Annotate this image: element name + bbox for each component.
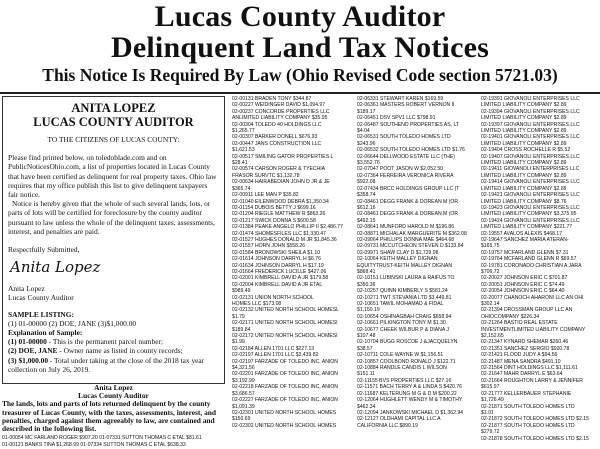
listing-line: 02-06531 SOUTH TOLEDO HOMES LTD — [357, 134, 451, 141]
listing-line: 02-21564 DINT HOLDINGS LLC $1,111.61 — [481, 365, 578, 372]
listing-line: 02-07364 FERREIRA VERONICA RIVERA — [357, 172, 454, 179]
listing-line: 02-01584 BRONOWSKI SHEILA $1.10 — [232, 249, 321, 256]
listing-line: 02-08871 MICHALAK MARGUERITE M $362.08 — [357, 230, 467, 237]
listing-line: $358.74 — [357, 192, 376, 199]
listing-line: CALIFORNIA LLC $890.19 — [357, 422, 418, 429]
listing-line: $150.69 — [232, 416, 251, 423]
listing-line: 02-02301 UNITED NORTH SCHOOL HOMES — [232, 409, 337, 416]
listing-line: ANLIMITED LIABILITY COMPANY $35.95 — [232, 115, 328, 122]
listing-line: 02-06451 DSV SPV1 LLC $798.91 — [357, 115, 436, 122]
listing-line: 02-11571 BACH TERRY A & LINDA S $420.76 — [357, 384, 462, 391]
notice-paragraph-1: Please find printed below, on toledoblade.com and on PublicNoticesOhio.com, a list of properties located in Lucas County that have been certified as delinquent for real property taxes. Ohio law requires that my office publish this list to give delinquent taxpayers fair notice. — [8, 153, 217, 200]
listing-line: 02-01614 JOHNSON DARRYL H $6.76 — [232, 256, 321, 263]
listing-line: 02-02132 UNITED NORTH SCHOOL HOMESL — [232, 307, 339, 314]
listing-line: 02-02201 FARZADE OF TOLEDO INC, ANION — [232, 371, 338, 378]
listing-line: $107.48 — [357, 333, 376, 340]
notice-paragraph-2: Notice is hereby given that the whole of such several lands, lots, or parts of lots will be certified for foreclosure by the county auditor pursuant to law unless the whole of the delinquent taxes, assessments, interest, and penalties are paid. — [8, 199, 215, 236]
listing-line: 02-19391 GIOVANOLI ENTERPRISES LLC — [481, 96, 580, 102]
explanation-2 — [8, 346, 219, 355]
listing-line: $165.75 — [481, 243, 500, 250]
listing-line: 02-10711 COLE WAYNE W $1,156.51 — [357, 352, 444, 359]
auditor-name: ANITA LOPEZ — [71, 101, 156, 115]
listing-line: 02-09731 MCCUTCHEON STEVEN D $133.84 — [357, 243, 464, 250]
law-notice: This Notice Is Required By Law (Ohio Revised Code section 5721.03) — [42, 65, 558, 85]
listing-line: 02-01557 HORN JOHN $558.26 — [232, 243, 306, 250]
listing-line: $189.84 — [232, 326, 251, 333]
listing-line: 02-00307 BARKER DONELL $676.93 — [232, 134, 318, 141]
sample-line: (1) 01-00000 (2) DOE, JANE (3)$1,000.00 — [8, 318, 137, 328]
sample-title: SAMPLE LISTING: — [8, 309, 74, 319]
listing-line: LIMITED LIABILITY COMPANY $2.89 — [481, 115, 567, 122]
listing-line: 02-00574 CARSON ROGER & TYECHIA — [232, 166, 326, 173]
listing-line: 02-10661 PILKINGTON TONY M $1.30 — [357, 320, 446, 327]
listing-line: 02-06361 MASTERS ROBERT VERNON II — [357, 102, 455, 109]
listing-line: 02-07434 BRCC HOLDINGS GROUP LLC (T — [357, 185, 460, 192]
bottom-row-1: 01-00054 MC FARLAND ROGER $907.20 01-07331 SUTTON THOMAS C ETAL $81.61 — [2, 435, 202, 442]
listing-line: 02-20027 JOHNSON ERIC C $701.87 — [481, 275, 568, 282]
listing-line: LIMITED LIABILITY COMPANY $2.89 — [481, 128, 567, 135]
listing-line: $989.49 — [232, 288, 251, 295]
listing-line: 02-10064 KEITH MALLEY DIGNAN — [357, 256, 438, 263]
listing-line: $3,552.76 — [357, 160, 380, 167]
explanation-title: Explanation of Sample: — [8, 328, 83, 338]
page-subtitle: Delinquent Land Tax Notices — [111, 31, 489, 64]
listing-line: 02-02171 UNITED NORTH SCHOOL HOMESI — [232, 320, 338, 327]
auditor-notice-box — [2, 96, 225, 384]
listing-line: 02-21487 MENA SANDRA $491.10 — [481, 358, 561, 365]
listing-line: 02-06487 SOUTHEND PROPERTIES AS, LT — [357, 121, 460, 128]
listing-line: 02-19424 GIOVANOLI ENTERPRISES LLC — [481, 217, 580, 224]
listing-line: $279.72 — [481, 429, 500, 436]
listing-line: $4,321.56 — [232, 365, 255, 372]
listing-line: $1.91 — [481, 409, 494, 416]
listing-column-1 — [232, 96, 350, 449]
listing-line: 02-19414 GIOVANOLI ENTERPRISES LLC — [481, 179, 580, 186]
listing-line: $462.34 — [357, 403, 376, 410]
listing-line: 02-08461 DEGG FRANK & DOREAN M (OR — [357, 198, 459, 205]
listing-line: EQUITYTRUST-KEITH MALLEY DIGNAN — [357, 262, 453, 269]
listing-line: LIMITED LIABILITY COMPANY $3,375.95 — [481, 211, 577, 218]
listing-line: $1,726.49 — [481, 397, 504, 404]
listing-line: $868.41 — [357, 268, 376, 275]
explanation-3 — [8, 356, 219, 374]
listing-line: INVESTMENTLIMITED LIABILITY COMPANY — [481, 326, 586, 333]
listing-line: 02-08461 DEGG FRANK & DOREAN M (OR — [357, 211, 459, 218]
listing-line: 02-19411 GIOVANOLI ENTERPRISES LLC — [481, 166, 580, 173]
listing-line: $350.36 — [357, 281, 376, 288]
listing-line: $151.11 — [357, 371, 376, 378]
listing-line: 02-10271 TWT STEVANIA LTD $3,449.81 — [357, 294, 452, 301]
listing-line: $365.74 — [232, 185, 251, 192]
listing-line: 02-09064 PHILLIPS DONNA MAE $464.68 — [357, 236, 455, 243]
listing-line: 02-01040 EILENWOOD DEBRA $1,350.34 — [232, 198, 329, 205]
listing-line: $3,686.57 — [232, 390, 255, 397]
explanation-1-text: - This is the permanent parcel number; — [46, 337, 164, 347]
listing-line: 02-10654 OSHINAGBAH CRAIG $658.94 — [357, 313, 452, 320]
listing-column-2 — [357, 96, 475, 449]
listing-line: 02-00911 LEE MAN P $35.82 — [232, 192, 299, 199]
listing-line: 02-19404 CROSS ROCHELLE R $5.52 — [481, 147, 571, 154]
listing-line: OHIOCOMPANY $226.34 — [481, 313, 540, 320]
listing-line: $1,091.39 — [232, 403, 255, 410]
listing-line: 02-10857 COOLBOND RONALD J $122.71 — [357, 358, 456, 365]
listing-line: $1,621.53 — [232, 147, 255, 154]
listing-line: $189.17 — [357, 108, 376, 115]
listing-line: 02-19557 AVALOS ALEXIS $468.17 — [481, 230, 563, 237]
listing-line: $706.72 — [481, 268, 500, 275]
listing-line: LIMITED LIABILITY COMPANY $2.89 — [481, 185, 567, 192]
listing-line: 02-19394 GIOVANOLI ENTERPRISES LLC — [481, 108, 580, 115]
listing-line: 02-21871 SOUTH TOLEDO HOMES LTD — [481, 403, 575, 410]
listing-line: 02-20077 CHANOCH AHARONI LLC AN OHI — [481, 294, 584, 301]
salutation: TO THE CITIZENS OF LUCAS COUNTY: — [47, 135, 180, 144]
listing-line: 02-19401 GIOVANOLI ENTERPRISES LLC — [481, 134, 580, 141]
listing-line: $1,265.77 — [232, 128, 255, 135]
listing-line: 02-01634 JOHNSON DARRYL H $17.19 — [232, 262, 324, 269]
listing-line: 02-10884 RANDLE CANDIS L WILSON — [357, 365, 447, 372]
listing-line: 02-01384 PEAKE ANGELO PHILLIP II $2,486.77 — [232, 224, 343, 231]
listing-line: 02-21878 SOUTH TOLEDO HOMES LTD $2.15 — [481, 435, 589, 442]
listing-line: 02-02197 FARZADE OF TOLEDO INC, ANION — [232, 358, 338, 365]
listing-line: 02-12094 JANKOWSKI MICHAEL D $1,362.94 — [357, 409, 463, 416]
listing-line: 02-02197 ALLEN 1701 LLC $3,439.82 — [232, 352, 319, 359]
explanation-1-key: (1) 01-00000 — [8, 337, 47, 347]
listing-line: 02-02218 FARZADE OF TOLEDO INC, ANION — [232, 384, 338, 391]
listing-line: 02-19423 GIOVANOLI ENTERPRISES LLC — [481, 204, 580, 211]
listing-line: 02-21647 MAHR DARRYL E $63.64 — [481, 371, 563, 378]
explanation-1 — [8, 337, 219, 346]
listing-line: $3,192.99 — [232, 377, 255, 384]
bottom-row-2: 01-00121 BANKS TINA $1,268.99 01-07334 SUTTON THOMAS C ETAL $638.33 — [2, 441, 186, 448]
listing-line: 02-02131 UNION NORTH SCHOOL — [232, 294, 314, 301]
listing-line: 02-00634 HAIRABEDIAN JOHN D JR & JE — [232, 179, 330, 186]
listing-line: 02-12127 OLDHAMI CAPITAL LLC A — [357, 416, 441, 423]
listing-line: $1.79 — [232, 313, 245, 320]
explanation-2-text: - Owner name as listed in county records; — [57, 346, 183, 356]
listing-line: 02-00447 JANS CONSTRUCTION LLC — [232, 140, 322, 147]
listing-line: 02-21351 SANCHEZ SERGIO $920.78 — [481, 345, 570, 352]
listing-line: 02-11687 KELTERUNG M G & D M $200.22 — [357, 390, 457, 397]
listing-line: 02-00227 WEIDINGER DAVID $1,094.97 — [232, 102, 326, 109]
listing-line: $28.41 — [232, 160, 248, 167]
listing-line: 02-02184 ALLEN 1701 LLC $227.13 — [232, 345, 315, 352]
listing-line: 02-10151 LUBINSKI LAURA & RAIFUS TO — [357, 275, 455, 282]
listing-line: 02-06644 DELLWOOD ESTATE LLC (THE) — [357, 153, 455, 160]
explanation-3-key: (3) $1,000.00 — [8, 355, 49, 365]
listing-line: 02-21394 DROSSMAN GROUP LLC AN — [481, 307, 573, 314]
listing-line: 02-11155 BVS PROPERTIES LLC $27.16 — [357, 377, 452, 384]
listing-line: 02-09971 SHAW CLAY D $1,729.98 — [357, 249, 439, 256]
listing-line: 02-19757 MCFARLAND GLENN $7.31 — [481, 249, 569, 256]
bottom-notice — [2, 384, 225, 449]
listing-line: $922.08 — [357, 179, 376, 186]
bottom-name: Anita Lopez — [94, 384, 133, 392]
listing-line: 02-19781 CORONADO CHRISTIAN A JARA — [481, 262, 582, 269]
listing-line: 02-21421 FLOOD JUDY A $94.56 — [481, 352, 558, 359]
listing-line: LIMITED LIABILITY COMPANY $2.89 — [481, 140, 567, 147]
listing-line: 02-01664 FREDERICK LUCILLE $427.06 — [232, 268, 327, 275]
explanation-2-key: (2) DOE, JANE — [8, 346, 58, 356]
listing-line: $1,150.19 — [357, 307, 380, 314]
listing-line: $243.96 — [357, 140, 376, 147]
listing-line: $38.57 — [357, 345, 373, 352]
listing-line: 02-21264 BASTIO REAL ESTATE — [481, 320, 558, 327]
listing-line: 02-00517 SMILING GATOR PROPERTIES L — [232, 153, 334, 160]
listing-line: 02-12064 HUGHLETT WENDY M & TIMOTHY — [357, 397, 463, 404]
listing-line: 02-06331 STEWART KAREN $169.59 — [357, 96, 444, 102]
listing-line: 02-00131 BRADEN TONY $344.87 — [232, 96, 312, 102]
signer-name: Anita Lopez — [8, 284, 45, 294]
listing-line: FRASOR SURVTC $1,132.78 — [232, 172, 300, 179]
listing-line: 02-19647 SANCHEZ MARIA ATERAN- — [481, 236, 569, 243]
listing-line: $4.04 — [357, 128, 370, 135]
listing-column-3 — [481, 96, 600, 449]
listing-line: 02-02302 UNITED NORTH SCHOOL HOMES — [232, 422, 337, 429]
listing-line: 02-02004 KIMBRELL DAVID A JR ETAL — [232, 281, 323, 288]
listing-line: 02-06532 SOUTH TOLEDO HOMES LTD $1.76 — [357, 147, 465, 154]
listing-line: LIMITED LIABILITY COMPANY $2.89 — [481, 160, 567, 167]
listing-line: 02-08641 MUNFORD HAROLD M $196.86 — [357, 224, 455, 231]
closing: Respectfully Submitted, — [8, 245, 80, 255]
listing-line: 02-21877 SOUTH TOLEDO HOMES LTD — [481, 422, 575, 429]
signature-image: Anita Lopez — [10, 258, 101, 277]
listing-line: 02-01217 SWICK DONNA S $600.58 — [232, 217, 316, 224]
listing-line: 02-10651 TAWIL MOHAMAD & FIDAL — [357, 301, 444, 307]
listing-line: 02-21664 ROUGHTON LARRY & JENNIFER — [481, 377, 583, 384]
bottom-title: Lucas County Auditor — [78, 391, 149, 401]
listing-line: $302.14 — [481, 301, 500, 307]
listing-line: 02-01154 DUBOIS BETTY J $699.16 — [232, 204, 316, 211]
listing-line: 02-19397 GIOVANOLI ENTERPRISES LLC — [481, 121, 580, 128]
listing-line: $2,152.65 — [481, 333, 504, 340]
listing-line: 02-02227 FARZADE OF TOLEDO INC, ANION — [232, 397, 338, 404]
listing-line: $492.15 — [357, 217, 376, 224]
listing-line: 02-19764 MCFARLAND GLENN R $69.57 — [481, 256, 577, 263]
header — [0, 0, 600, 94]
listing-line: 02-00304 TOLEDO 40 HOLDINGS LLC — [232, 121, 322, 128]
listing-line: LIMITED LIABILITY COMPANY $8.76 — [481, 198, 567, 205]
bottom-paragraph: The lands, lots and parts of lots returned delinquent by the county treasurer of Lucas County, with the taxes, assessments, interest, and penalties, charged against them agreeably to law, are contained and described in the following list. — [2, 399, 216, 434]
listing-line: LIMITED LIABILITY COMPANY $2.89 — [481, 172, 567, 179]
explanation-3-text: - Total under taking at the close of the 2018 tax year collection on July 26, 2019. — [8, 355, 205, 374]
listing-line: $1.99 — [232, 339, 245, 346]
listing-line: 02-07047 POOT JASON W $2,052.50 — [357, 166, 443, 173]
listing-line: 02-02001 KIMBRELL DAVID A JR $179.58 — [232, 275, 329, 282]
listing-line: LIMITED LIABILITY COMPANY $2.89 — [481, 102, 567, 109]
auditor-office: LUCAS COUNTY AUDITOR — [33, 115, 194, 129]
listing-line: 02-21347 KYNARD SHEMAR $260.46 — [481, 339, 569, 346]
listing-line: 02-01527 HUGHES DONALD M JR $1,845.36 — [232, 236, 337, 243]
listing-line: 02-02172 UNITED NORTH SCHOOL HOMESI — [232, 333, 338, 340]
listing-line: 02-21872 SOUTH TOLEDO HOMES LTD $2.15 — [481, 416, 589, 423]
listing-line: 02-19407 GIOVANOLI ENTERPRISES LLC — [481, 153, 580, 160]
listing-line: 02-01204 RIEGLE MATTHEW R $863.26 — [232, 211, 326, 218]
listing-line: $612.16 — [357, 204, 376, 211]
signer-title: Lucas County Auditor — [8, 293, 74, 303]
listing-line: 02-10257 QUINN KIMBERLY S $581.24 — [357, 288, 448, 295]
listing-line: 02-20054 JOHNSON ERIC C $64.40 — [481, 288, 565, 295]
listing-line: 02-20051 JOHNSON ERIC C $74.49 — [481, 281, 565, 288]
listing-line: 02-10704 BUGG ROSCOE J &JACQUELYN — [357, 339, 458, 346]
listing-line: 02-21777 KELLERBAUER STEPHANIE — [481, 390, 572, 397]
listing-line: $615.97 — [481, 384, 500, 391]
listing-line: HOMES LLC $173.08 — [232, 301, 282, 307]
listing-line: 02-10677 CHEEK WILBUR P & DIANA J — [357, 326, 449, 333]
listing-line: 02-00237 CONCORDE PROPERTIES LLC — [232, 108, 330, 115]
page-title: Lucas County Auditor — [154, 0, 446, 33]
listing-line: 02-01474 SHOMESFILES LLC $1,330.47 — [232, 230, 327, 237]
listing-line: 02-19421 GIOVANOLI ENTERPRISES LLC — [481, 192, 580, 199]
listing-line: LIMITED LIABILITY COMPANY $221.77 — [481, 224, 573, 231]
